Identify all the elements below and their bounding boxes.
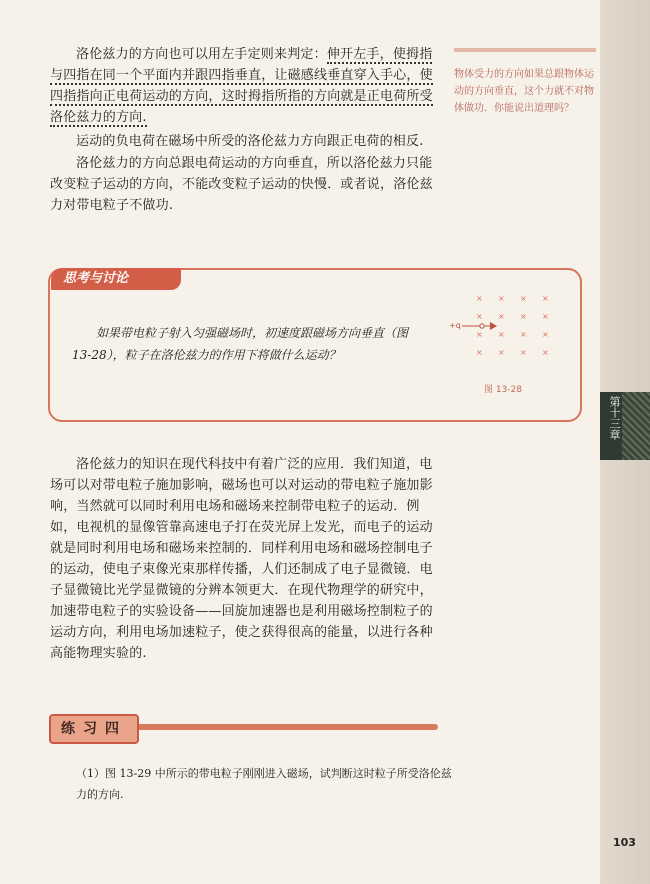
field-mark: × — [520, 330, 527, 339]
field-mark: × — [520, 348, 527, 357]
chapter-tab-label: 第十三章 — [608, 396, 621, 440]
field-mark: × — [476, 294, 483, 303]
field-mark: × — [542, 294, 549, 303]
discussion-title: 思考与讨论 — [51, 268, 181, 290]
field-mark: × — [498, 348, 505, 357]
discussion-question: 如果带电粒子射入匀强磁场时，初速度跟磁场方向垂直（图 13-28），粒子在洛伦兹力的作用下将做什么运动？ — [72, 326, 409, 362]
field-mark: × — [498, 330, 505, 339]
margin-note: 物体受力的方向如果总跟物体运动的方向垂直，这个力就不对物体做功．你能说出道理吗？ — [454, 48, 596, 117]
field-mark: × — [498, 312, 505, 321]
field-mark: × — [476, 330, 483, 339]
field-mark: × — [476, 348, 483, 357]
figure-caption: 图 13-28 — [484, 385, 523, 395]
charge-velocity-arrow-icon — [460, 320, 500, 332]
field-mark: × — [498, 294, 505, 303]
magnetic-field-figure — [450, 290, 560, 370]
field-mark: × — [520, 294, 527, 303]
field-mark: × — [520, 312, 527, 321]
charge-label: +q — [449, 321, 461, 330]
chapter-tab — [600, 392, 650, 460]
field-mark: × — [476, 312, 483, 321]
exercise-title: 练习四 — [49, 714, 139, 744]
chapter-tab-texture — [622, 392, 650, 460]
exercise-header-bar — [130, 724, 438, 730]
paragraph-no-work: 洛伦兹力的方向总跟电荷运动的方向垂直，所以洛伦兹力只能改变粒子运动的方向，不能改变粒子运动的快慢．或者说，洛伦兹力对带电粒子不做功. — [50, 156, 433, 213]
paragraph-applications: 洛伦兹力的知识在现代科技中有着广泛的应用．我们知道，电场可以对带电粒子施加影响，磁场也可以对运动的带电粒子施加影响，当然就可以同时利用电场和磁场来控制带电粒子的运动．例如，电视机的显像管靠高速电子打在荧光屏上发光，而电子的运动就是同时利用电场和磁场来控制的．同样利用电场和磁场控制电子的运动，使电子束像光束那样传播，人们还制成了电子显微镜．电子显微镜比光学显微镜的分辨本领更大．在现代物理学的研究中，加速带电粒子的实验设备——回旋加速器也是利用磁场控制粒子的运动方向，利用电场加速粒子，使之获得很高的能量，以进行各种高能物理实验的. — [50, 457, 433, 661]
page-number: 103 — [613, 836, 636, 849]
rule-intro: 洛伦兹力的方向也可以用左手定则来判定： — [76, 47, 327, 62]
paragraph-left-hand-rule — [50, 44, 442, 128]
field-mark: × — [542, 312, 549, 321]
paragraph-negative-charge: 运动的负电荷在磁场中所受的洛伦兹力方向跟正电荷的相反. — [76, 134, 424, 149]
rule-emphasis: 伸开左手，使拇指与四指在同一个平面内并跟四指垂直，让磁感线垂直穿入手心，使四指指向正电荷运动的方向，这时拇指所指的方向就是正电荷所受洛伦兹力的方向. — [50, 47, 433, 125]
exercise-item-1: （1）图 13-29 中所示的带电粒子刚刚进入磁场，试判断这时粒子所受洛伦兹力的方向. — [76, 767, 452, 801]
field-mark: × — [542, 348, 549, 357]
field-mark: × — [542, 330, 549, 339]
